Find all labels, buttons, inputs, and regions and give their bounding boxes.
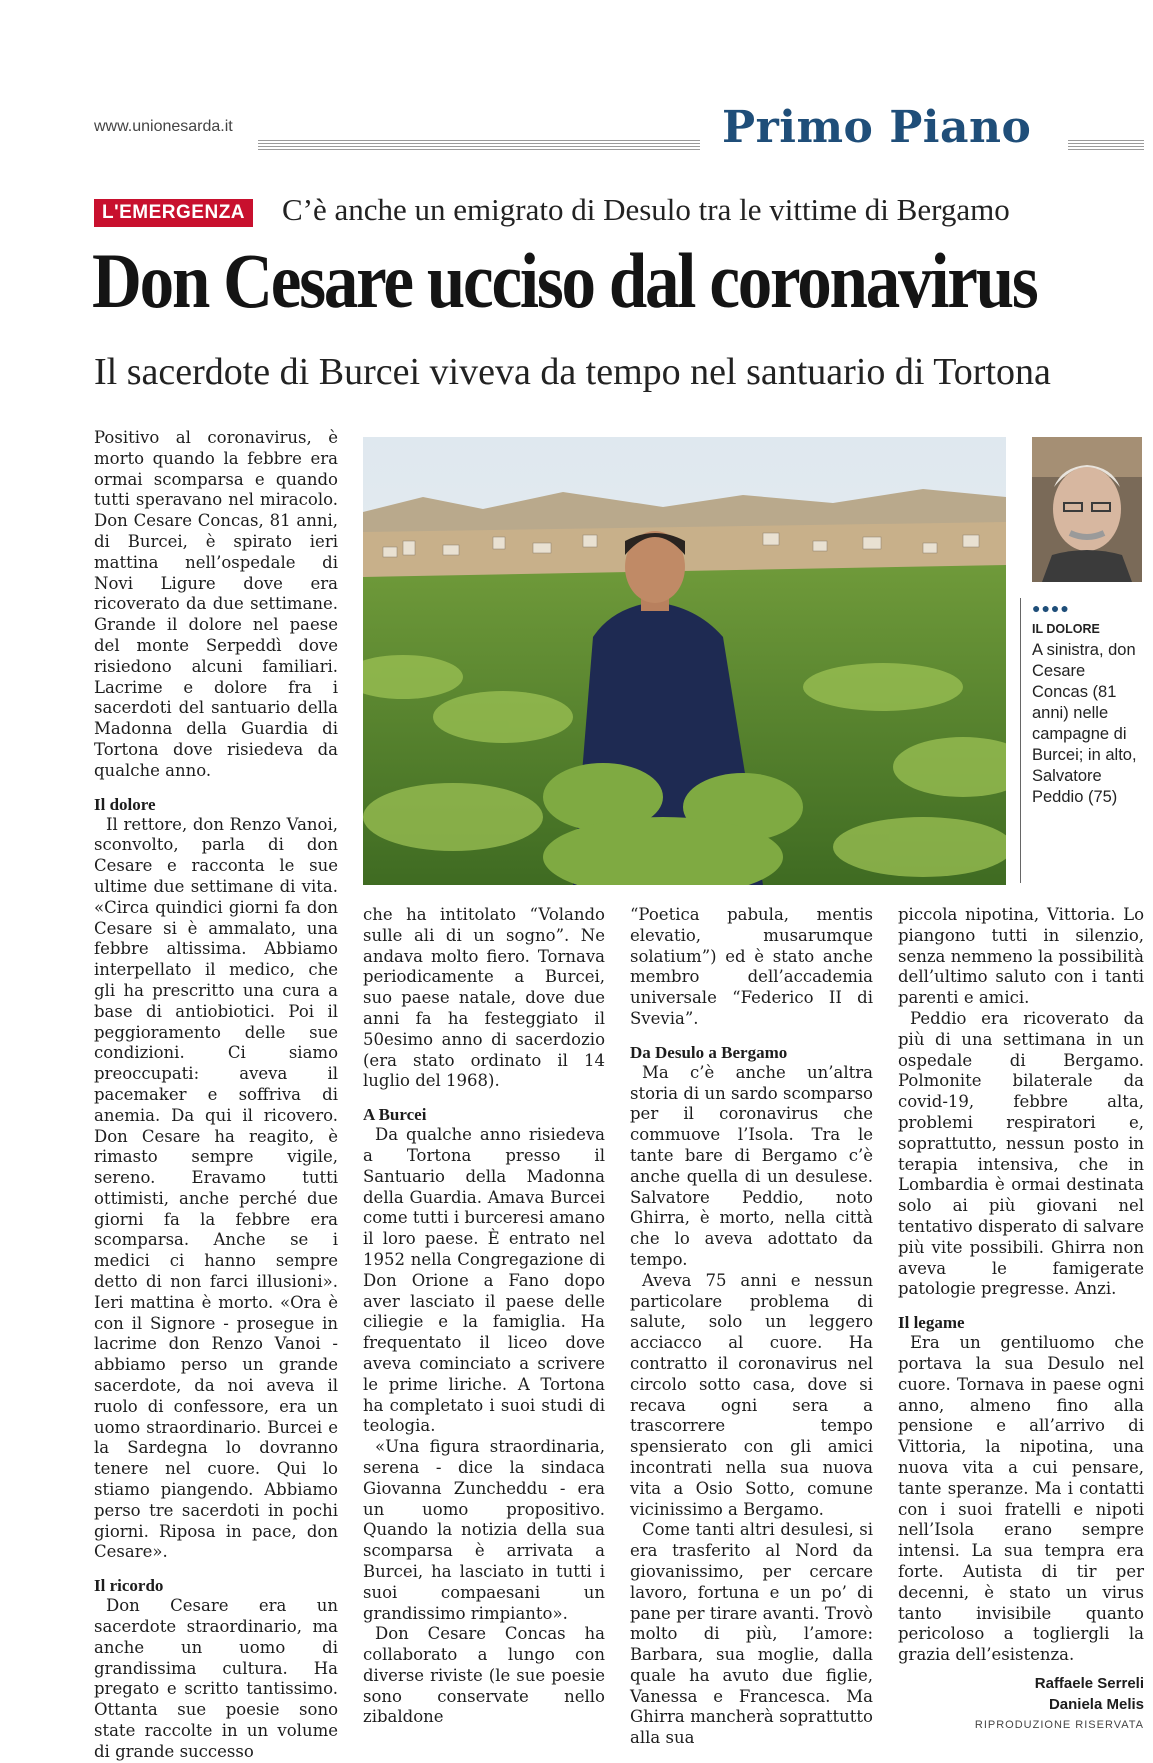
caption-text: A sinistra, don Cesare Concas (81 anni) nelle campagne di Burcei; in alto, Salvatore Peddio (75): [1032, 641, 1137, 806]
paragraph: Peddio era ricoverato da più di una settimana in un ospedale di Bergamo. Polmonite bilaterale da covid-19, febbre alta, problemi respiratori e, soprattutto, nessun posto in terapia intensiva, che in Lombardia è ormai destinata solo ai più giovani nel tentativo disperato di salvare più vite possibili. Ghirra non aveva le famigerate patologie pregresse. Anzi.: [898, 1008, 1144, 1299]
paragraph: Il rettore, don Renzo Vanoi, sconvolto, parla di don Cesare e racconta le sue ultime due settimane di vita. «Circa quindici giorni fa don Cesare si è ammalato, una febbre altissima. Abbiamo interpellato il medico, che gli ha prescritto una cura a base di antiobiotici. Poi il peggioramento delle sue condizioni. Ci siamo preoccupati: aveva il pacemaker e soffriva di anemia. Da qui il ricovero. Don Cesare ha reagito, è rimasto sempre vigile, sereno. Eravamo tutti ottimisti, anche perché due giorni fa la febbre era scomparsa. Anche se i medici ci hanno sempre detto di non farci illusioni». Ieri mattina è morto. «Ora è con il Signore - prosegue in lacrime don Renzo Vanoi - abbiamo perso un grande sacerdote, da noi aveva il ruolo di confessore, era un uomo straordinario. Burcei e la Sardegna lo dovranno tenere nel cuore. Qui lo stiamo piangendo. Abbiamo perso tre sacerdoti in pochi giorni. Riposa in pace, don Cesare».: [94, 814, 338, 1562]
section-heading: Il ricordo: [94, 1576, 164, 1596]
article-column-4: [898, 905, 1144, 1736]
paragraph: che ha intitolato “Volando sulle ali di un sogno”. Ne andava molto fiero. Tornava periodicamente a Burcei, suo paese natale, dove due anni fa ha festeggiato il 50esimo anno di sacerdozio (era stato ordinato il 14 luglio del 1968).: [363, 905, 605, 1091]
paragraph: piccola nipotina, Vittoria. Lo piangono tutti in silenzio, senza nemmeno la possibilità dell’ultimo saluto con i tanti parenti e amici.: [898, 905, 1144, 1008]
emergency-tag: L'EMERGENZA: [94, 199, 253, 227]
paragraph: “Poetica pabula, mentis elevatio, musarumque solatium”) ed è stato anche membro dell’accademia universale “Federico II di Svevia”.: [630, 905, 873, 1028]
article-column-1: [94, 428, 338, 1763]
site-url: www.unionesarda.it: [94, 118, 233, 135]
subheadline: Il sacerdote di Burcei viveva da tempo nel santuario di Tortona: [94, 351, 1051, 393]
portrait-photo: [1032, 437, 1142, 582]
section-heading: Il legame: [898, 1313, 965, 1333]
author-1: Raffaele Serreli: [1034, 1674, 1144, 1692]
article-column-2: [363, 905, 605, 1728]
portrait-peddio: [1032, 437, 1142, 582]
paragraph: Ma c’è anche un’altra storia di un sardo scomparso per il coronavirus che commuove l’Isola. Tra le tante bare di Bergamo c’è anche quella di un desulese. Salvatore Peddio, noto Ghirra, è morto, nella città che lo aveva adottato da tempo.: [630, 1062, 873, 1269]
article-column-3: [630, 905, 873, 1749]
paragraph: Don Cesare era un sacerdote straordinario, ma anche un uomo di grandissima cultura. Ha pregato e scritto tantissimo. Ottanta sue poesie sono state raccolte in un volume di grande successo: [94, 1596, 338, 1761]
header-rule-left: [258, 140, 700, 152]
paragraph: Da qualche anno risiedeva a Tortona presso il Santuario della Madonna della Guardia. Amava Burcei come tutti i burceresi amano il loro paese. È entrato nel 1952 nella Congregazione di Don Orione a Fano dopo aver lasciato il paese delle ciliegie e la famiglia. Ha frequentato il liceo dove aveva cominciato a scrivere le prime liriche. A Tortona ha completato i suoi studi di teologia.: [363, 1125, 605, 1436]
caption-dots-icon: ●●●●: [1032, 600, 1070, 616]
paragraph: Don Cesare Concas ha collaborato a lungo con diverse riviste (le sue poesie sono conservate nello zibaldone: [363, 1624, 605, 1727]
paragraph: Aveva 75 anni e nessun particolare problema di salute, solo un leggero acciacco al cuore. Ha contratto il coronavirus nel circolo sotto casa, dove si recava ogni sera a trascorrere tempo spensierato con gli amici incontrati nella sua nuova vita a Osio Sotto, comune vicinissimo a Bergamo.: [630, 1270, 873, 1519]
section-heading: Da Desulo a Bergamo: [630, 1042, 788, 1062]
paragraph: Era un gentiluomo che portava la sua Desulo nel cuore. Tornava in paese ogni anno, almeno fino alla pensione e all’arrivo di Vittoria, la nipotina, una nuova vita a cui pensare, tante speranze. Ma i contatti con i suoi fratelli e nipoti nell’Isola erano sempre intensi. La sua tempra era forte. Autista di tir per decenni, è stato un virus tanto invisibile quanto pericoloso a togliergli la grazia dell’esistenza.: [898, 1333, 1144, 1665]
paragraph: «Una figura straordinaria, serena - dice la sindaca Giovanna Zuncheddu - era un uomo propositivo. Quando la notizia della sua scomparsa è arrivata a Burcei, ha lasciato in tutti i suoi compaesani un grandissimo rimpianto».: [363, 1437, 605, 1623]
header-rule-right: [1068, 140, 1144, 152]
section-heading: A Burcei: [363, 1105, 427, 1125]
main-photo: [363, 437, 1006, 885]
section-title: Primo Piano: [722, 102, 1032, 153]
headline: Don Cesare ucciso dal coronavirus: [92, 237, 1037, 324]
vineyard-priest-photo: [363, 437, 1006, 885]
kicker: C’è anche un emigrato di Desulo tra le vittime di Bergamo: [282, 192, 1010, 227]
author-2: Daniela Melis: [1048, 1695, 1144, 1713]
caption-divider: [1020, 598, 1021, 883]
photo-caption: [1032, 598, 1144, 808]
caption-label: IL DOLORE: [1032, 622, 1100, 636]
paragraph: Come tanti altri desulesi, si era trasferito al Nord da giovanissimo, per cercare lavoro, fortuna e un po’ di pane per tirare avanti. Trovò molto di più, l’amore: Barbara, sua moglie, dalla quale ha avuto due figlie, Vanessa e Francesca. Ma Ghirra mancherà soprattutto alla sua: [630, 1520, 873, 1748]
rights-notice: RIPRODUZIONE RISERVATA: [974, 1719, 1144, 1732]
paragraph: Positivo al coronavirus, è morto quando la febbre era ormai scomparsa e quando tutti speravano nel miracolo. Don Cesare Concas, 81 anni, di Burcei, è spirato ieri mattina nell’ospedale di Novi Ligure dove era ricoverato da due settimane. Grande il dolore nel paese del monte Serpeddì dove risiedono alcuni familiari. Lacrime e dolore fra i sacerdoti del santuario della Madonna della Guardia di Tortona dove risiedeva da qualche anno.: [94, 428, 338, 780]
section-heading: Il dolore: [94, 794, 156, 814]
